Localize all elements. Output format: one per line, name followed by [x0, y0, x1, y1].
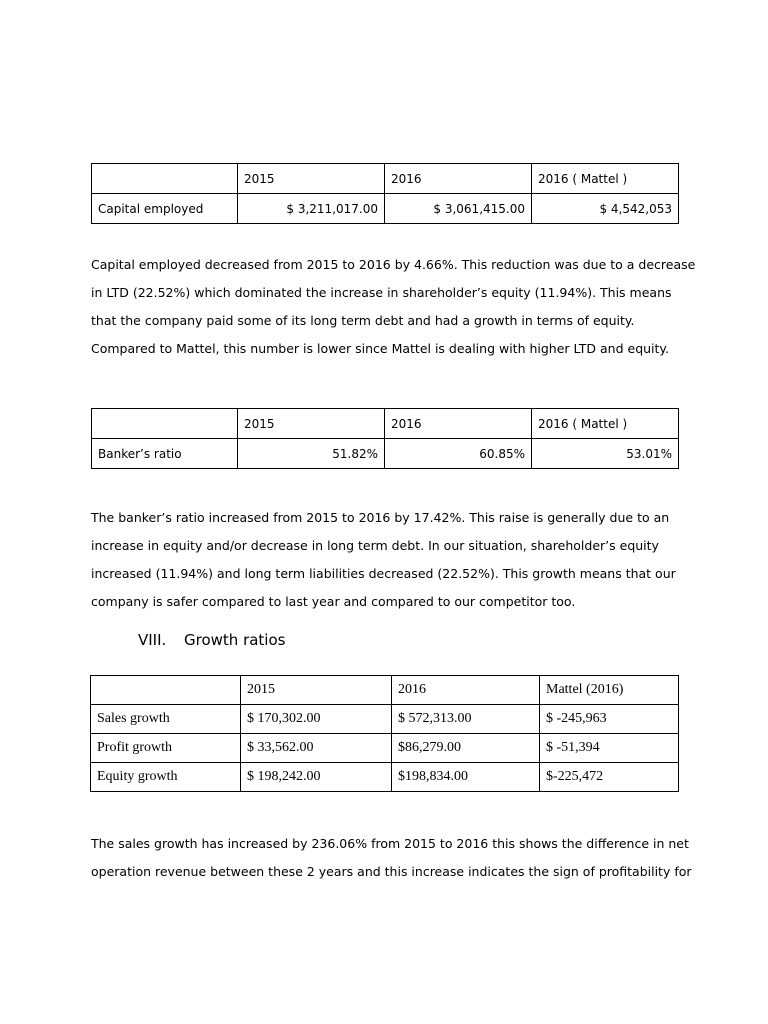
- header-cell: 2016: [385, 164, 532, 194]
- paragraph-line: company is safer compared to last year and compared to our competitor too.: [91, 594, 576, 609]
- value-cell: $ -245,963: [540, 705, 679, 734]
- value-cell: $ 572,313.00: [392, 705, 540, 734]
- value-cell: $ 4,542,053: [532, 194, 679, 224]
- bankers-ratio-paragraph: [91, 504, 691, 616]
- bankers-ratio-table: [91, 408, 679, 469]
- value-cell: $-225,472: [540, 763, 679, 792]
- table-row: [92, 439, 679, 469]
- header-cell: 2016: [385, 409, 532, 439]
- value-cell: $ 170,302.00: [241, 705, 392, 734]
- row-label: Capital employed: [92, 194, 238, 224]
- paragraph-line: The banker’s ratio increased from 2015 to 2016 by 17.42%. This raise is generally due to an: [91, 510, 670, 525]
- row-label: Banker’s ratio: [92, 439, 238, 469]
- section-title: Growth ratios: [184, 631, 286, 649]
- value-cell: $ 3,211,017.00: [238, 194, 385, 224]
- paragraph-line: Capital employed decreased from 2015 to 2016 by 4.66%. This reduction was due to a decrease: [91, 257, 696, 272]
- sales-growth-paragraph: [91, 830, 691, 886]
- header-cell: 2015: [238, 409, 385, 439]
- paragraph-line: operation revenue between these 2 years and this increase indicates the sign of profitability for: [91, 864, 692, 879]
- capital-employed-table: [91, 163, 679, 224]
- paragraph-line: increase in equity and/or decrease in long term debt. In our situation, shareholder’s equity: [91, 538, 659, 553]
- value-cell: $ 3,061,415.00: [385, 194, 532, 224]
- header-cell: [92, 409, 238, 439]
- value-cell: 53.01%: [532, 439, 679, 469]
- header-cell: 2016 ( Mattel ): [532, 409, 679, 439]
- header-cell: [91, 676, 241, 705]
- row-label: Profit growth: [91, 734, 241, 763]
- value-cell: $ -51,394: [540, 734, 679, 763]
- paragraph-line: The sales growth has increased by 236.06% from 2015 to 2016 this shows the difference in net: [91, 836, 689, 851]
- paragraph-line: in LTD (22.52%) which dominated the increase in shareholder’s equity (11.94%). This means: [91, 285, 672, 300]
- table-row: [92, 194, 679, 224]
- header-cell: 2015: [238, 164, 385, 194]
- value-cell: $ 33,562.00: [241, 734, 392, 763]
- header-cell: 2015: [241, 676, 392, 705]
- value-cell: $198,834.00: [392, 763, 540, 792]
- table-row: [91, 763, 679, 792]
- value-cell: 60.85%: [385, 439, 532, 469]
- value-cell: 51.82%: [238, 439, 385, 469]
- table-row: [91, 734, 679, 763]
- table-header-row: [92, 164, 679, 194]
- section-number: VIII.: [138, 631, 167, 649]
- table-header-row: [91, 676, 679, 705]
- header-cell: Mattel (2016): [540, 676, 679, 705]
- header-cell: [92, 164, 238, 194]
- value-cell: $ 198,242.00: [241, 763, 392, 792]
- header-cell: 2016: [392, 676, 540, 705]
- row-label: Sales growth: [91, 705, 241, 734]
- paragraph-line: increased (11.94%) and long term liabilities decreased (22.52%). This growth means that our: [91, 566, 676, 581]
- growth-ratios-table: [90, 675, 679, 792]
- header-cell: 2016 ( Mattel ): [532, 164, 679, 194]
- row-label: Equity growth: [91, 763, 241, 792]
- capital-employed-paragraph: [91, 251, 696, 363]
- paragraph-line: that the company paid some of its long term debt and had a growth in terms of equity.: [91, 313, 635, 328]
- section-heading: [138, 631, 285, 649]
- table-header-row: [92, 409, 679, 439]
- value-cell: $86,279.00: [392, 734, 540, 763]
- paragraph-line: Compared to Mattel, this number is lower since Mattel is dealing with higher LTD and equity.: [91, 341, 670, 356]
- table-row: [91, 705, 679, 734]
